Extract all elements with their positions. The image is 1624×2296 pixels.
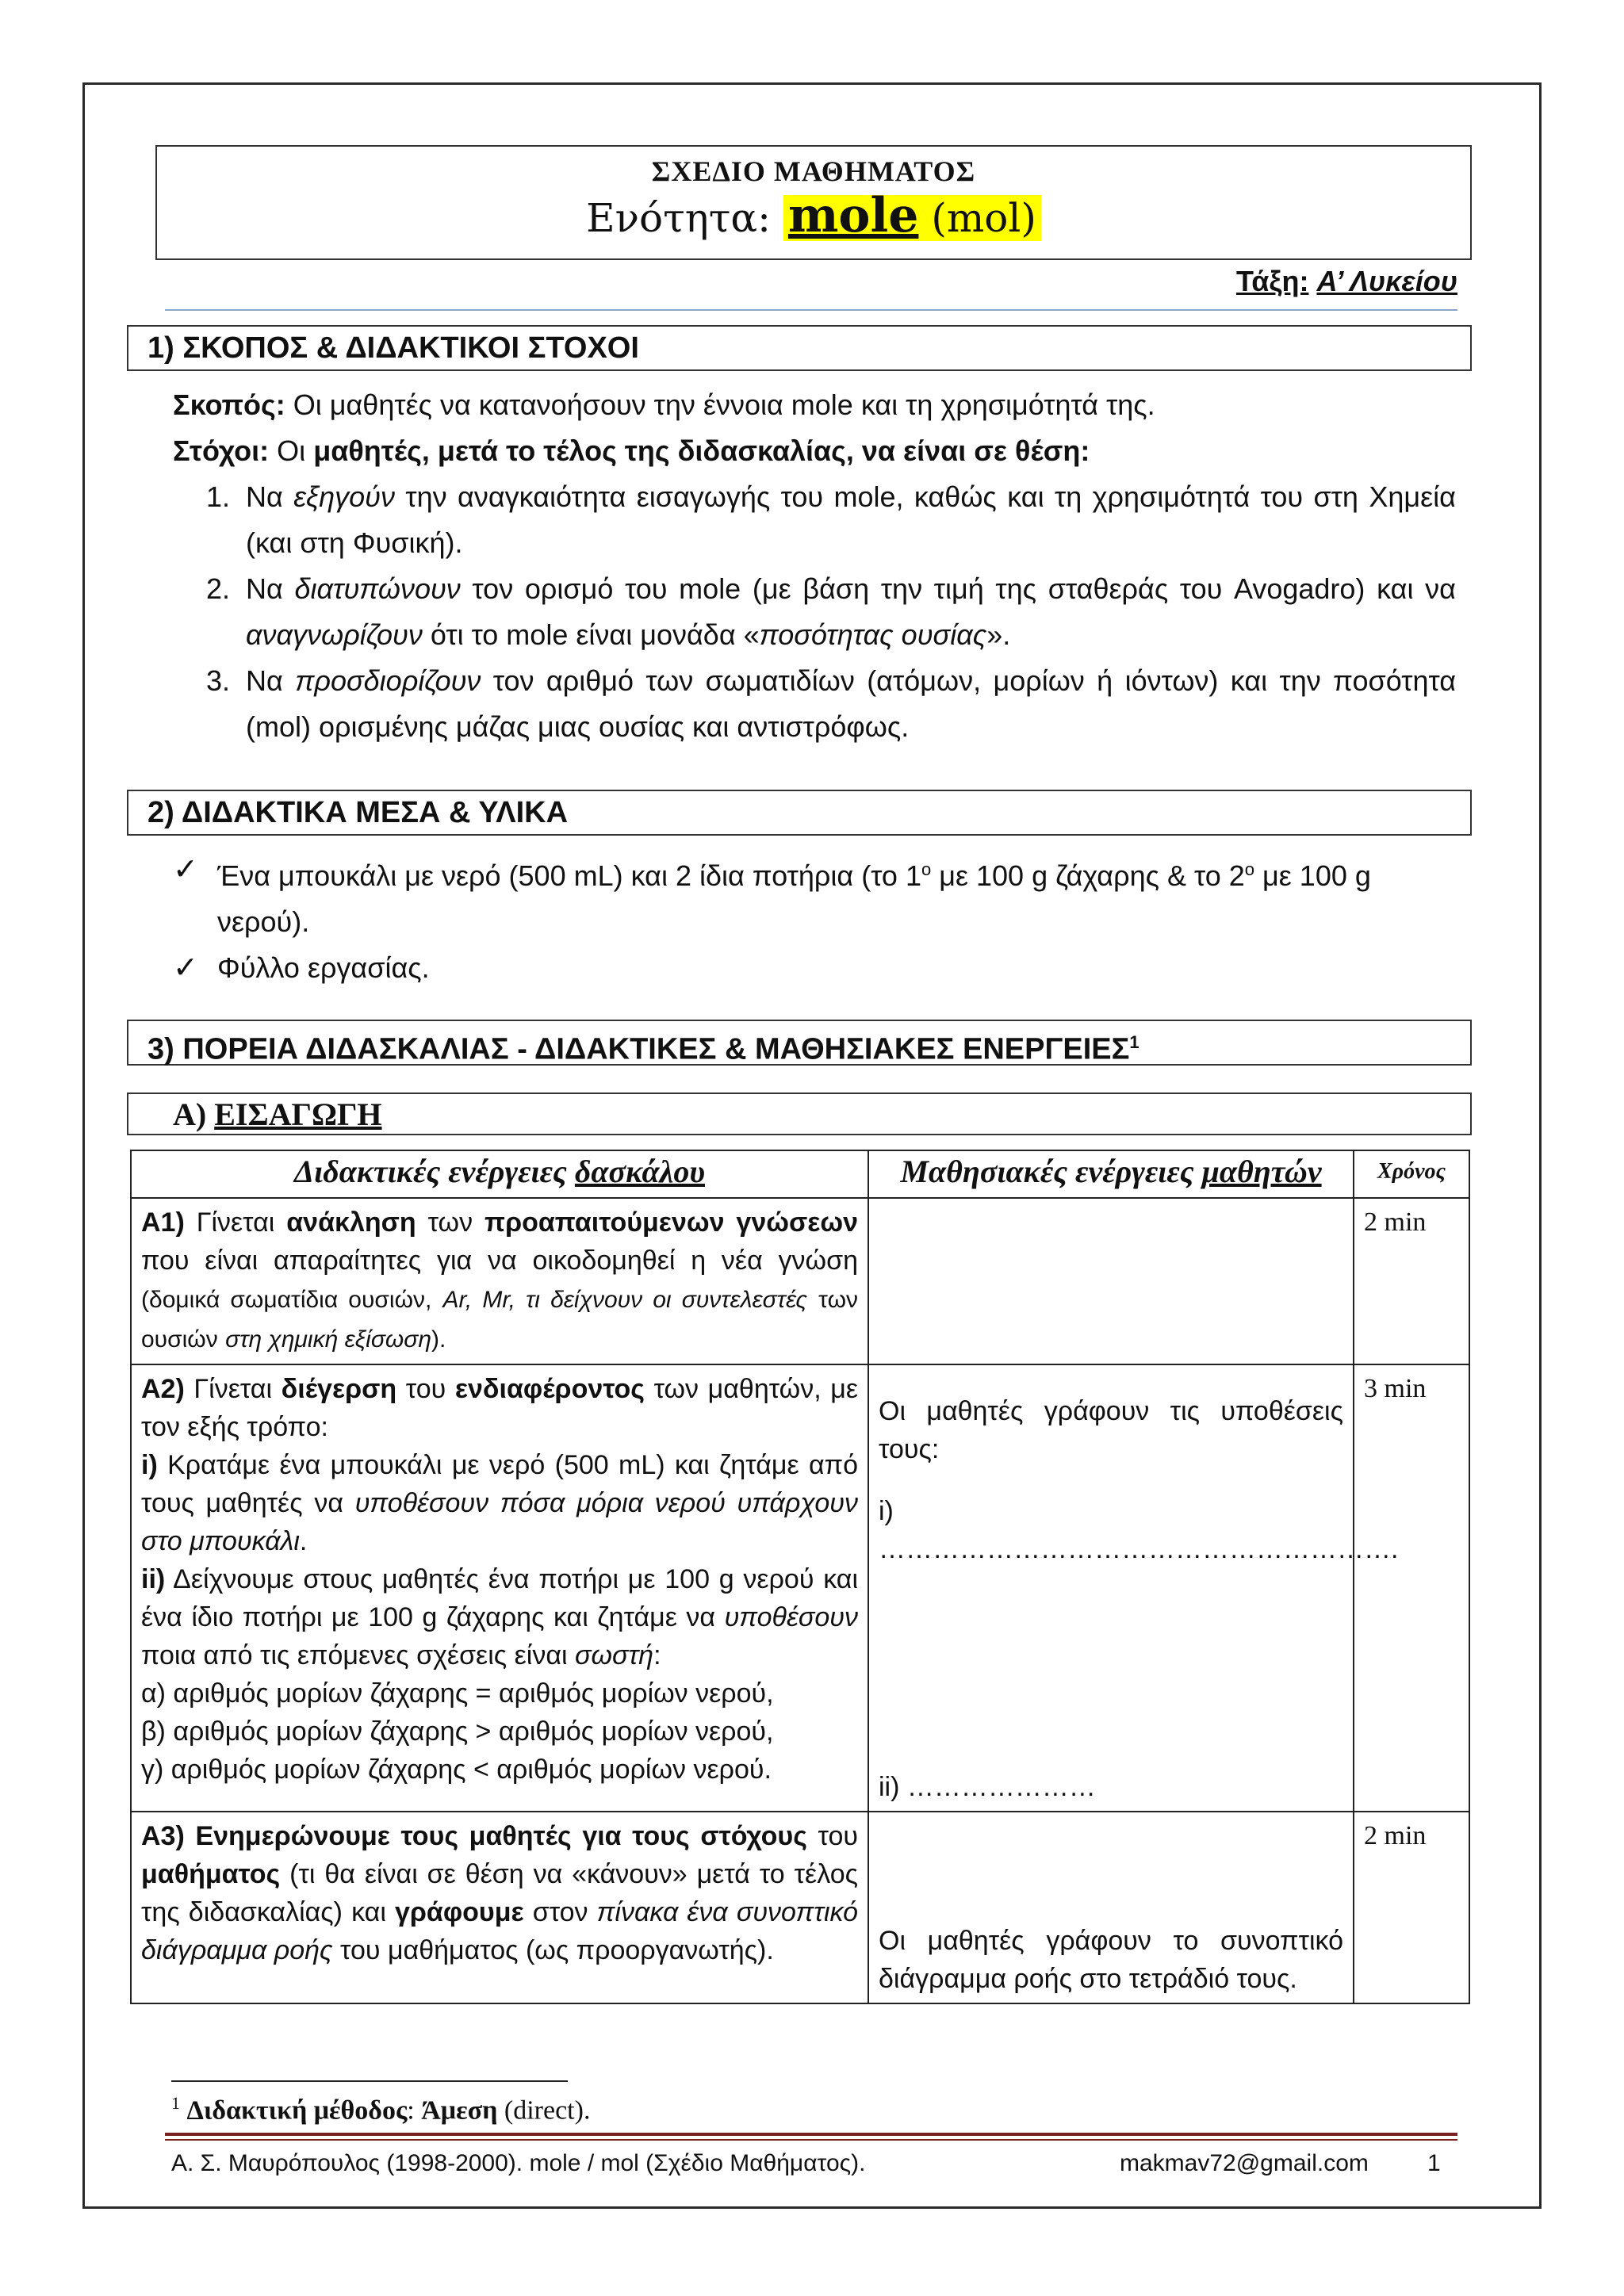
teacher-cell-a3: Α3) Ενημερώνουμε τους μαθητές για τους στόχους του μαθήματος (τι θα είναι σε θέση να «κάνουν» μετά το τέλος της διδασκαλίας) και γράφουμε στον πίνακα ένα συνοπτικό διάγραμμα ροής του μαθήματος (ως προοργανωτής). bbox=[131, 1812, 868, 2003]
goals-list bbox=[206, 474, 1456, 750]
time-cell-a3: 2 min bbox=[1354, 1812, 1469, 2003]
header-divider bbox=[165, 309, 1457, 311]
goal-item-1: 1. Να εξηγούν την αναγκαιότητα εισαγωγής του mole, καθώς και τη χρησιμότητά του στη Χημεία (και στη Φυσική). bbox=[206, 480, 1456, 559]
check-icon: ✓ bbox=[173, 853, 198, 886]
grade-line bbox=[1236, 265, 1457, 298]
footer-citation: Α. Σ. Μαυρόπουλος (1998-2000). mole / mol (Σχέδιο Μαθήματος). bbox=[171, 2150, 866, 2176]
unit-mole: mole bbox=[787, 188, 919, 243]
students-cell-a2: Οι μαθητές γράφουν τις υποθέσεις τους: i) …………………………………………………. ii) ………………… bbox=[868, 1364, 1354, 1812]
grade-label: Τάξη: bbox=[1235, 265, 1309, 297]
check-icon: ✓ bbox=[173, 951, 198, 985]
time-cell-a2: 3 min bbox=[1354, 1364, 1469, 1812]
option-c: γ) αριθμός μορίων ζάχαρης < αριθμός μορίων νερού. bbox=[141, 1755, 772, 1785]
aim-line bbox=[173, 382, 1155, 428]
document-title: ΣΧΕΔΙΟ ΜΑΘΗΜΑΤΟΣ bbox=[651, 155, 976, 187]
students-cell-a1 bbox=[868, 1198, 1354, 1364]
col-students-header: Μαθησιακές ενέργειες μαθητών bbox=[868, 1150, 1354, 1198]
goals-label: Στόχοι: bbox=[173, 434, 270, 467]
option-a: α) αριθμός μορίων ζάχαρης = αριθμός μορίων νερού, bbox=[141, 1678, 774, 1709]
grade-value: Α’ Λυκείου bbox=[1316, 265, 1457, 297]
section-3-heading: 3) ΠΟΡΕΙΑ ΔΙΔΑΣΚΑΛΙΑΣ - ΔΙΔΑΚΤΙΚΕΣ & ΜΑΘΗΣΙΑΚΕΣ ΕΝΕΡΓΕΙΕΣ$^1$ bbox=[127, 1020, 1472, 1066]
page-number: 1 bbox=[1427, 2150, 1441, 2176]
goals-line bbox=[173, 428, 1090, 474]
section-1-heading: 1) ΣΚΟΠΟΣ & ΔΙΔΑΚΤΙΚΟΙ ΣΤΟΧΟΙ bbox=[127, 325, 1472, 371]
subsection-a-heading: Α) ΕΙΣΑΓΩΓΗ bbox=[127, 1093, 1472, 1135]
time-cell-a1: 2 min bbox=[1354, 1198, 1469, 1364]
title-box bbox=[155, 145, 1472, 260]
unit-title bbox=[157, 188, 1470, 243]
goals-bold: μαθητές, μετά το τέλος της διδασκαλίας, να είναι σε θέση: bbox=[313, 434, 1090, 467]
table-row bbox=[131, 1364, 1469, 1812]
aim-label: Σκοπός: bbox=[173, 388, 285, 421]
col-time-header: Χρόνος bbox=[1354, 1150, 1469, 1198]
footer-divider-thin bbox=[165, 2139, 1457, 2141]
col-teacher-header: Διδακτικές ενέργειες δασκάλου bbox=[131, 1150, 868, 1198]
materials-item-1: ✓ Ένα μπουκάλι με νερό (500 mL) και 2 ίδια ποτήρια (το $1^o$ με 100 g ζάχαρης & το $2^o$ με 100 g νερού). bbox=[173, 847, 1457, 945]
teacher-cell-a1: Α1) Γίνεται ανάκληση των προαπαιτούμενων γνώσεων που είναι απαραίτητες για να οικοδομηθεί η νέα γνώση (δομικά σωματίδια ουσιών, Ar, Mr, τι δείχνουν οι συντελεστές των ουσιών στη χημική εξίσωση). bbox=[131, 1198, 868, 1364]
lesson-plan-table bbox=[130, 1150, 1470, 2004]
students-cell-a3: Οι μαθητές γράφουν το συνοπτικό διάγραμμα ροής στο τετράδιό τους. bbox=[868, 1812, 1354, 2003]
goal-item-3: 3. Να προσδιορίζουν τον αριθμό των σωματιδίων (ατόμων, μορίων ή ιόντων) και την ποσότητα (mol) ορισμένης μάζας μιας ουσίας και αντιστρόφως. bbox=[206, 664, 1456, 743]
unit-highlight bbox=[783, 188, 1041, 243]
table-row bbox=[131, 1198, 1469, 1364]
table-header-row bbox=[131, 1150, 1469, 1198]
unit-suffix: (mol) bbox=[931, 195, 1036, 241]
footer-email: makmav72@gmail.com bbox=[1120, 2150, 1369, 2176]
option-b: β) αριθμός μορίων ζάχαρης > αριθμός μορίων νερού, bbox=[141, 1716, 774, 1747]
aim-text: Οι μαθητές να κατανοήσουν την έννοια mole και τη χρησιμότητά της. bbox=[293, 388, 1155, 421]
unit-label: Ενότητα: bbox=[586, 195, 772, 241]
footnote: $^1$ Διδακτική μέθοδος: Άμεση (direct). bbox=[171, 2093, 591, 2126]
footnote-ref: 1 bbox=[1129, 1032, 1139, 1052]
teacher-cell-a2: Α2) Γίνεται διέγερση του ενδιαφέροντος των μαθητών, με τον εξής τρόπο: i) Κρατάμε ένα μπουκάλι με νερό (500 mL) και ζητάμε από τους μαθητές να υποθέσουν πόσα μόρια νερού υπάρχουν στο μπουκάλι. ii) Δείχνουμε στους μαθητές ένα ποτήρι με 100 g νερού και ένα ίδιο ποτήρι με 100 g ζάχαρης και ζητάμε να υποθέσουν ποια από τις επόμενες σχέσεις είναι σωστή: α) αριθμός μορίων ζάχαρης = αριθμός μορίων νερού, β) αριθμός μορίων ζάχαρης > αριθμός μορίων νερού, γ) αριθμός μορίων ζάχαρης < αριθμός μορίων νερού. bbox=[131, 1364, 868, 1812]
goals-lead: Οι bbox=[277, 434, 306, 467]
goal-item-2: 2. Να διατυπώνουν τον ορισμό του mole (με βάση την τιμή της σταθεράς του Avogadro) και να αναγνωρίζουν ότι το mole είναι μονάδα «ποσότητας ουσίας». bbox=[206, 572, 1456, 651]
materials-list bbox=[173, 847, 1457, 991]
table-row bbox=[131, 1812, 1469, 2003]
footer-divider bbox=[165, 2133, 1457, 2136]
section-2-heading: 2) ΔΙΔΑΚΤΙΚΑ ΜΕΣΑ & ΥΛΙΚΑ bbox=[127, 790, 1472, 836]
materials-item-2: ✓ Φύλλο εργασίας. bbox=[173, 945, 1457, 991]
footnote-divider bbox=[171, 2080, 568, 2082]
